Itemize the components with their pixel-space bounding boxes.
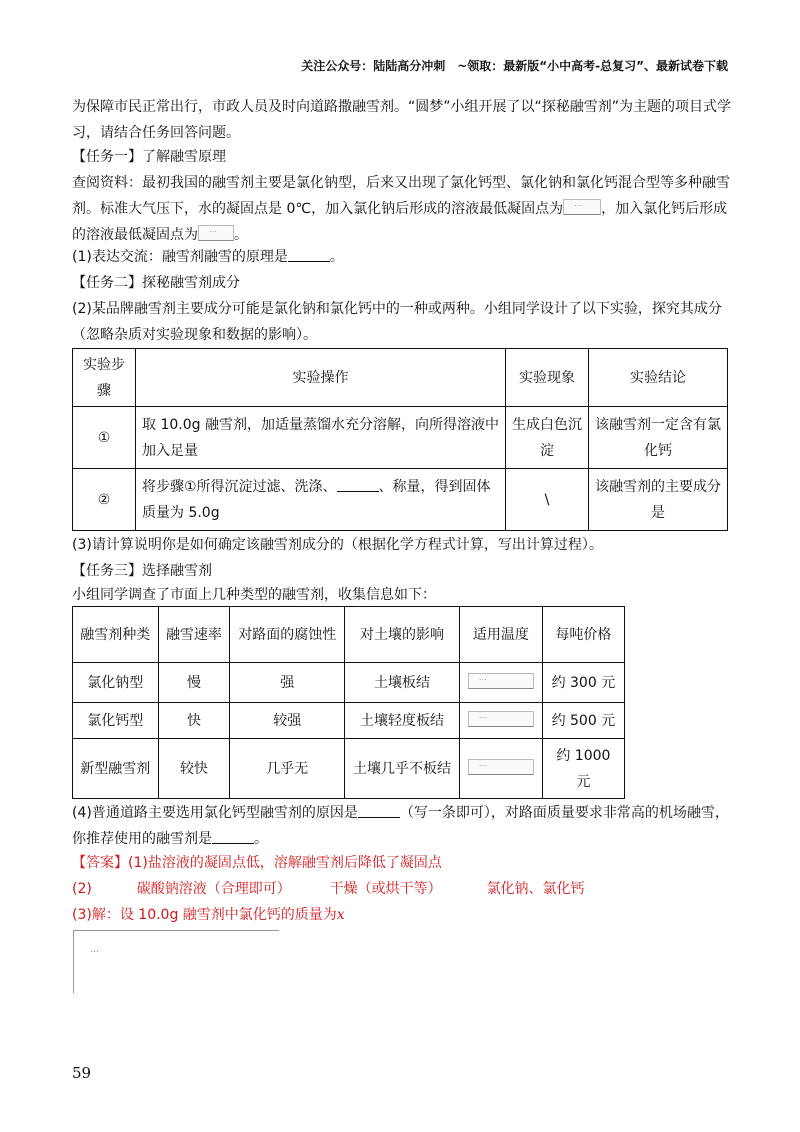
row2-phenomenon: \ xyxy=(506,469,589,531)
header-operation: 实验操作 xyxy=(136,349,506,407)
cell-soil: 土壤几乎不板结 xyxy=(345,739,460,799)
cell-soil: 土壤板结 xyxy=(345,663,460,703)
question-4-text-b: （写一条即可），对路面质量要求非常高的机场融雪，你推荐使用的融雪剂是 xyxy=(72,805,729,847)
cell-corrosion: 较强 xyxy=(230,703,345,739)
col-temp: 适用温度 xyxy=(459,607,542,663)
intro-paragraph: 为保障市民正常出行，市政人员及时向道路撒融雪剂。“圆梦”小组开展了以“探秘融雪剂”为主题的项目式学习，请结合任务回答问题。 xyxy=(72,99,732,141)
answer-line-1 xyxy=(72,852,442,872)
task1-material xyxy=(72,170,732,248)
row2-step: ② xyxy=(73,469,136,531)
row2-op-a: 将步骤①所得沉淀过滤、洗涤、 xyxy=(142,478,337,495)
question-4-text-a: (4)普通道路主要选用氯化钙型融雪剂的原因是 xyxy=(72,805,358,821)
question-3: (3)请计算说明你是如何确定该融雪剂成分的（根据化学方程式计算，写出计算过程）。 xyxy=(72,537,603,553)
answer-blank[interactable] xyxy=(358,805,400,818)
cell-type: 新型融雪剂 xyxy=(73,739,159,799)
answer-3-variable: x xyxy=(336,907,345,923)
answer-line-2 xyxy=(72,878,585,898)
cell-temp xyxy=(459,739,542,799)
row1-conclusion: 该融雪剂一定含有氯化钙 xyxy=(589,407,728,469)
cell-corrosion: 强 xyxy=(230,663,345,703)
material-text-c: 。 xyxy=(234,227,248,243)
task3-intro: 小组同学调查了市面上几种类型的融雪剂，收集信息如下： xyxy=(72,587,436,603)
answer-blank[interactable] xyxy=(337,479,379,492)
header-step: 实验步骤 xyxy=(73,349,136,407)
header-phenomenon: 实验现象 xyxy=(506,349,589,407)
material-text-b: ，加入氯化钙后形成的溶液最低凝固点为 xyxy=(72,201,728,243)
image-placeholder xyxy=(468,759,534,775)
col-rate: 融雪速率 xyxy=(158,607,230,663)
cell-rate: 快 xyxy=(158,703,230,739)
answer-2-part-1: 碳酸钠溶液（合理即可） xyxy=(136,881,291,897)
col-corrosion: 对路面的腐蚀性 xyxy=(230,607,345,663)
question-1-end: 。 xyxy=(329,249,344,265)
cell-price: 约 1000 元 xyxy=(542,739,624,799)
answer-blank[interactable] xyxy=(288,249,330,262)
row2-operation xyxy=(136,469,506,531)
answer-2-label: (2) xyxy=(72,881,92,897)
answer-1: (1)盐溶液的凝固点低，溶解融雪剂后降低了凝固点 xyxy=(128,855,442,871)
question-1-text: (1)表达交流：融雪剂融雪的原理是 xyxy=(72,249,288,265)
answer-3: (3)解：设 10.0g 融雪剂中氯化钙的质量为 xyxy=(72,907,337,923)
col-type: 融雪剂种类 xyxy=(73,607,159,663)
image-placeholder xyxy=(563,199,601,215)
row1-step: ① xyxy=(73,407,136,469)
cell-temp xyxy=(459,703,542,739)
cell-soil: 土壤轻度板结 xyxy=(345,703,460,739)
answer-2-part-3: 氯化钠、氯化钙 xyxy=(486,881,585,897)
cell-type: 氯化钠型 xyxy=(73,663,159,703)
question-4 xyxy=(72,800,732,852)
cell-corrosion: 几乎无 xyxy=(230,739,345,799)
image-placeholder xyxy=(198,225,234,241)
question-2: (2)某品牌融雪剂主要成分可能是氯化钠和氯化钙中的一种或两种。小组同学设计了以下实验，探究其成分（忽略杂质对实验现象和数据的影响）。 xyxy=(72,301,722,343)
question-1 xyxy=(72,246,344,266)
cell-price: 约 500 元 xyxy=(542,703,624,739)
row2-op-b: 、称量，得到固体质量为 5.0g xyxy=(142,478,491,521)
cell-temp xyxy=(459,663,542,703)
comparison-table xyxy=(72,606,625,799)
cell-rate: 较快 xyxy=(158,739,230,799)
page-number: 59 xyxy=(72,1064,92,1082)
task3-title: 【任务三】选择融雪剂 xyxy=(72,563,212,579)
col-soil: 对土壤的影响 xyxy=(345,607,460,663)
answer-label: 【答案】 xyxy=(72,855,128,871)
task2-title: 【任务二】探秘融雪剂成分 xyxy=(72,275,240,291)
col-price: 每吨价格 xyxy=(542,607,624,663)
row2-conclusion: 该融雪剂的主要成分是 xyxy=(589,469,728,531)
image-placeholder xyxy=(468,711,534,727)
image-placeholder: … xyxy=(73,930,279,993)
cell-type: 氯化钙型 xyxy=(73,703,159,739)
answer-line-3 xyxy=(72,904,345,924)
answer-2-part-2: 干燥（或烘干等） xyxy=(329,881,442,897)
cell-rate: 慢 xyxy=(158,663,230,703)
question-4-end: 。 xyxy=(254,831,268,847)
row1-operation: 取 10.0g 融雪剂，加适量蒸馏水充分溶解，向所得溶液中加入足量 xyxy=(136,407,506,469)
answer-blank[interactable] xyxy=(212,831,254,844)
material-text-a: 查阅资料：最初我国的融雪剂主要是氯化钠型，后来又出现了氯化钙型、氯化钠和氯化钙混合型等多种融雪剂。标准大气压下，水的凝固点是 0℃，加入氯化钠后形成的溶液最低凝固点为 xyxy=(72,175,730,217)
image-placeholder xyxy=(468,673,534,689)
page-header: 关注公众号：陆陆高分冲刺 ~领取：最新版“小中高考-总复习”、最新试卷下载 xyxy=(301,59,728,73)
header-conclusion: 实验结论 xyxy=(589,349,728,407)
row1-phenomenon: 生成白色沉淀 xyxy=(506,407,589,469)
experiment-table xyxy=(72,348,728,531)
task1-title: 【任务一】了解融雪原理 xyxy=(72,149,226,165)
cell-price: 约 300 元 xyxy=(542,663,624,703)
